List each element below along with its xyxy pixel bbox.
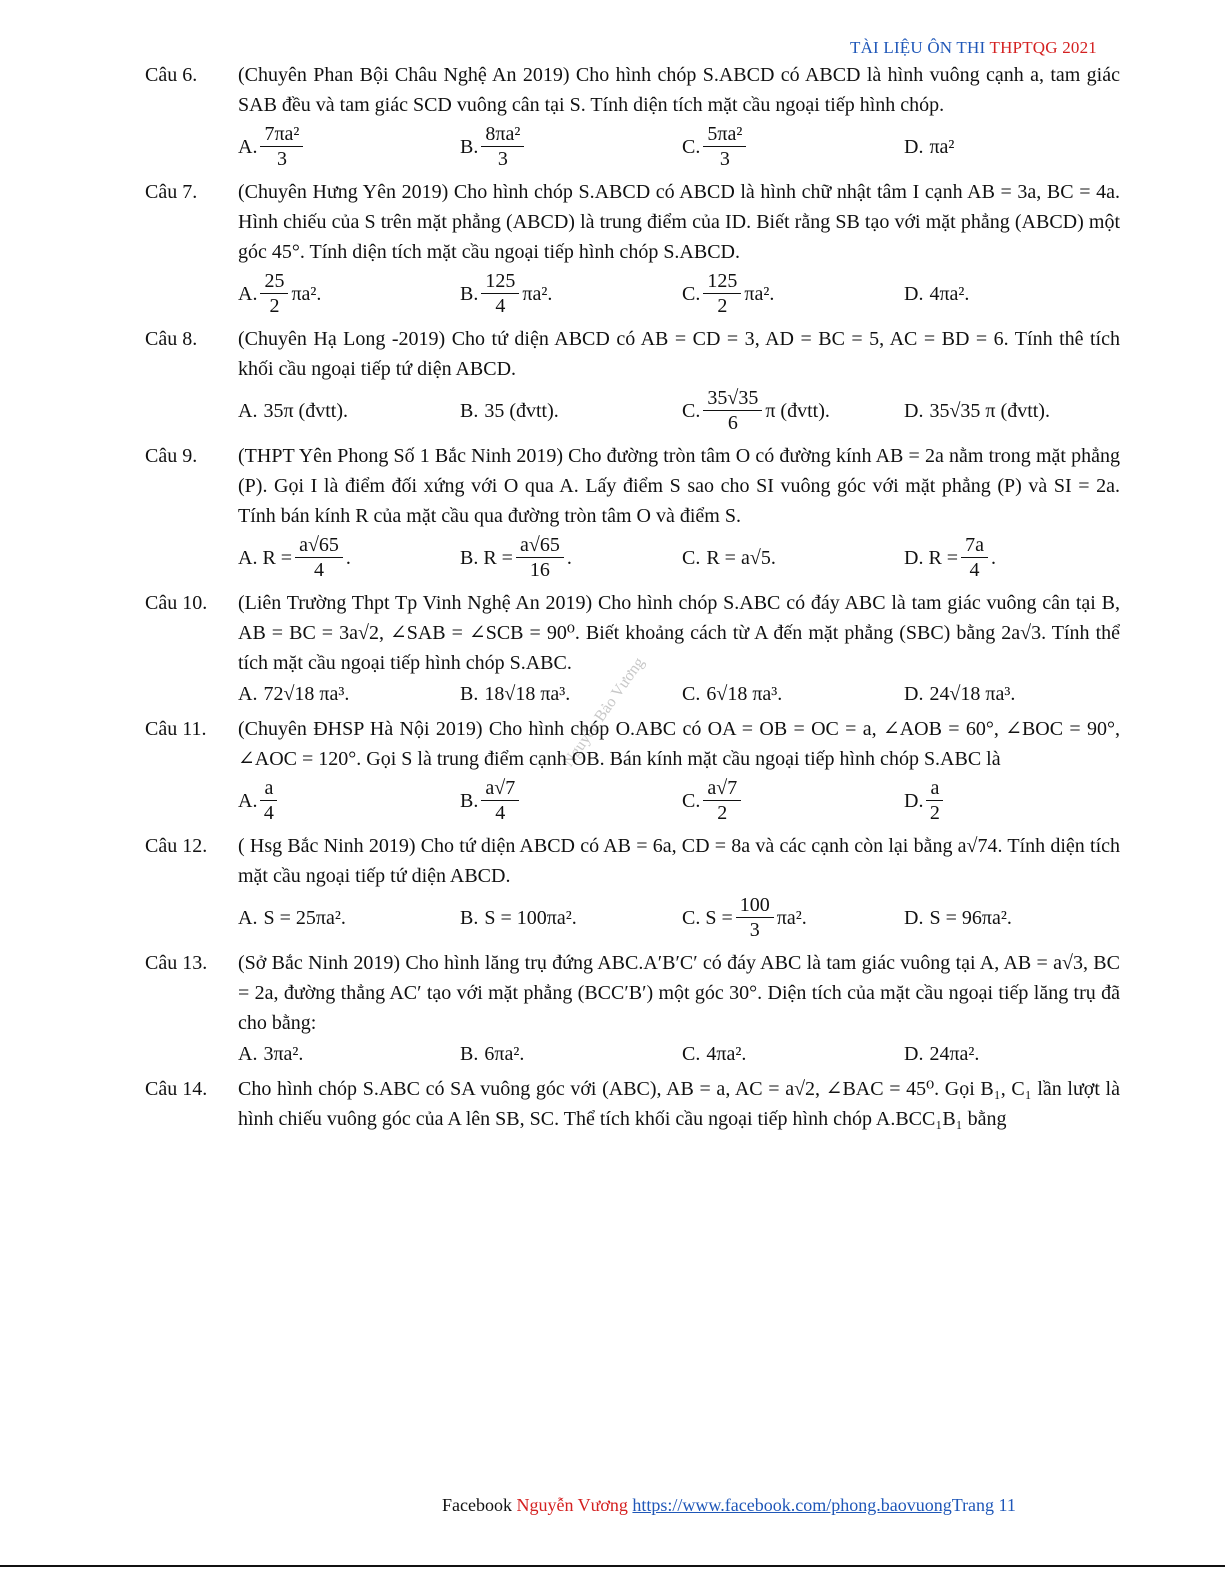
- answer-option[interactable]: [904, 1040, 979, 1068]
- option-value: 24πa².: [929, 1043, 980, 1065]
- option-value: 72√18 πa³.: [263, 683, 350, 705]
- option-label: B.: [460, 1043, 479, 1065]
- fraction-numerator: 100: [736, 893, 774, 918]
- question-text: (Chuyên Hưng Yên 2019) Cho hình chóp S.ABCD có ABCD là hình chữ nhật tâm I cạnh AB = 3a, BC = 4a. Hình chiếu của S trên mặt phẳng (ABCD) là trung điểm của ID. Biết rằng SB tạo với mặt phẳng (ABCD) một góc 45°. Tính diện tích mặt cầu ngoại tiếp hình chóp S.ABCD.: [238, 181, 1120, 263]
- footer-author: Nguyễn Vương: [516, 1495, 628, 1515]
- fraction-numerator: 7a: [961, 533, 988, 558]
- fraction-numerator: 7πa²: [260, 122, 303, 147]
- question: [145, 60, 1120, 171]
- answer-option[interactable]: [904, 776, 946, 825]
- fraction-numerator: 35√35: [703, 386, 762, 411]
- answer-option[interactable]: [238, 122, 460, 171]
- option-label: D.: [904, 906, 924, 929]
- question-text: ( Hsg Bắc Ninh 2019) Cho tứ diện ABCD có AB = 6a, CD = 8a và các cạnh còn lại bằng a√74. Tính diện tích mặt cầu ngoại tiếp tứ diện ABCD.: [238, 835, 1120, 887]
- option-label: B. R =: [460, 546, 513, 569]
- option-fraction: [260, 776, 277, 825]
- footer-link[interactable]: https://www.facebook.com/phong.baovuong: [632, 1495, 952, 1515]
- option-value: 35√35 π (đvtt).: [929, 399, 1050, 422]
- option-label: A.: [238, 906, 258, 929]
- answer-options: [238, 680, 1120, 708]
- option-value: S = 25πa².: [263, 906, 346, 929]
- answer-options: [238, 893, 1120, 942]
- option-value: 6πa².: [484, 1043, 525, 1065]
- option-label: B.: [460, 399, 479, 422]
- option-label: C.: [682, 789, 701, 812]
- option-fraction: [516, 533, 564, 582]
- answer-option[interactable]: [460, 776, 682, 825]
- option-value: 4πa².: [706, 1043, 747, 1065]
- answer-option[interactable]: [682, 122, 904, 171]
- option-label: D.: [904, 135, 924, 158]
- answer-option[interactable]: [238, 680, 460, 708]
- fraction-denominator: 16: [529, 559, 550, 581]
- fraction-numerator: a√7: [703, 776, 741, 801]
- fraction-denominator: 6: [727, 412, 738, 434]
- option-fraction: [260, 122, 303, 171]
- question-text: (THPT Yên Phong Số 1 Bắc Ninh 2019) Cho đường tròn tâm O có đường kính AB = 2a nằm trong mặt phẳng (P). Gọi I là điểm đối xứng với O qua A. Lấy điểm S sao cho SI vuông góc với mặt phẳng (P) và SI = 2a. Tính bán kính R của mặt cầu qua đường tròn tâm O và điểm S.: [238, 445, 1120, 527]
- answer-options: [238, 1040, 1120, 1068]
- option-label: A.: [238, 1043, 258, 1065]
- question-text: (Chuyên Phan Bội Châu Nghệ An 2019) Cho hình chóp S.ABCD có ABCD là hình vuông cạnh a, tam giác SAB đều và tam giác SCD vuông cân tại S. Tính diện tích mặt cầu ngoại tiếp hình chóp.: [238, 64, 1120, 116]
- answer-option[interactable]: [460, 533, 682, 582]
- question-number: Câu 8.: [145, 328, 198, 350]
- fraction-numerator: 125: [703, 269, 741, 294]
- option-label: B.: [460, 906, 479, 929]
- option-label: A.: [238, 683, 258, 705]
- question: [145, 588, 1120, 708]
- fraction-numerator: a√7: [481, 776, 519, 801]
- question-number: Câu 10.: [145, 592, 208, 614]
- fraction-denominator: 4: [263, 802, 274, 824]
- option-value: 4πa².: [929, 282, 970, 305]
- fraction-numerator: a: [926, 776, 943, 801]
- option-fraction: [703, 386, 762, 435]
- option-label: A.: [238, 399, 258, 422]
- answer-option[interactable]: [460, 893, 682, 942]
- option-value: 3πa².: [263, 1043, 304, 1065]
- option-label: D. R =: [904, 546, 959, 569]
- option-label: D.: [904, 683, 924, 705]
- option-label: C.: [682, 683, 701, 705]
- answer-option[interactable]: [238, 893, 460, 942]
- answer-option[interactable]: [460, 680, 682, 708]
- option-fraction: [260, 269, 288, 318]
- option-fraction: [481, 122, 524, 171]
- answer-options: [238, 386, 1120, 435]
- option-label: D.: [904, 789, 924, 812]
- answer-options: [238, 533, 1120, 582]
- question-number: Câu 11.: [145, 718, 207, 740]
- fraction-numerator: a√65: [295, 533, 343, 558]
- answer-options: [238, 269, 1120, 318]
- fraction-numerator: a√65: [516, 533, 564, 558]
- fraction-denominator: 4: [969, 559, 980, 581]
- answer-option[interactable]: [238, 533, 460, 582]
- question: [145, 831, 1120, 942]
- option-label: A.: [238, 135, 258, 158]
- question: [145, 324, 1120, 435]
- answer-options: [238, 122, 1120, 171]
- option-label: C.: [682, 135, 701, 158]
- question-number: Câu 6.: [145, 64, 198, 86]
- option-value: πa²: [929, 135, 955, 158]
- fraction-denominator: 3: [749, 919, 760, 941]
- option-label: C.: [682, 399, 701, 422]
- header-title: TÀI LIỆU ÔN THI: [849, 38, 990, 57]
- option-label: A.: [238, 789, 258, 812]
- option-tail: .: [990, 546, 996, 569]
- question-number: Câu 12.: [145, 835, 208, 857]
- question: [145, 177, 1120, 318]
- question-number: Câu 9.: [145, 445, 198, 467]
- option-fraction: [736, 893, 774, 942]
- fraction-numerator: 25: [260, 269, 288, 294]
- answer-option[interactable]: [238, 269, 460, 318]
- answer-option[interactable]: [904, 533, 996, 582]
- answer-option[interactable]: [238, 1040, 460, 1068]
- question: [145, 714, 1120, 825]
- fraction-numerator: a: [260, 776, 277, 801]
- option-tail: .: [345, 546, 351, 569]
- answer-option[interactable]: [904, 122, 954, 171]
- option-value: 6√18 πa³.: [706, 683, 783, 705]
- fraction-numerator: 5πa²: [703, 122, 746, 147]
- answer-option[interactable]: [682, 386, 904, 435]
- option-tail: .: [566, 546, 572, 569]
- watermark: Nguyễn Bảo Vương: [560, 654, 648, 770]
- option-value: S = 100πa².: [484, 906, 577, 929]
- footer-prefix: Facebook: [442, 1495, 517, 1515]
- option-label: C.: [682, 546, 701, 569]
- question-text: (Chuyên ĐHSP Hà Nội 2019) Cho hình chóp O.ABC có OA = OB = OC = a, ∠AOB = 60°, ∠BOC = 90°, ∠AOC = 120°. Gọi S là trung điểm cạnh OB. Bán kính mặt cầu ngoại tiếp hình chóp S.ABC là: [238, 718, 1120, 770]
- answer-option[interactable]: [904, 893, 1012, 942]
- fraction-denominator: 2: [269, 295, 280, 317]
- page-number: Trang 11: [951, 1495, 1016, 1515]
- answer-option[interactable]: [682, 776, 904, 825]
- answer-option[interactable]: [904, 269, 969, 318]
- answer-option[interactable]: [682, 893, 904, 942]
- question: [145, 1074, 1120, 1134]
- option-value: 24√18 πa³.: [929, 683, 1016, 705]
- answer-option[interactable]: [904, 386, 1050, 435]
- fraction-denominator: 2: [717, 295, 728, 317]
- answer-option[interactable]: [460, 269, 682, 318]
- option-label: B.: [460, 789, 479, 812]
- fraction-denominator: 2: [717, 802, 728, 824]
- option-fraction: [481, 776, 519, 825]
- option-tail: π (đvtt).: [765, 399, 830, 422]
- option-label: B.: [460, 683, 479, 705]
- answer-option[interactable]: [904, 680, 1015, 708]
- option-value: R = a√5.: [706, 546, 776, 569]
- option-label: C. S =: [682, 906, 733, 929]
- question-list: [145, 60, 1120, 1138]
- question: [145, 441, 1120, 582]
- option-fraction: [703, 776, 741, 825]
- fraction-denominator: 3: [497, 148, 508, 170]
- option-value: 35π (đvtt).: [263, 399, 348, 422]
- option-tail: πa².: [744, 282, 775, 305]
- fraction-denominator: 4: [495, 295, 506, 317]
- option-label: C.: [682, 282, 701, 305]
- question: [145, 948, 1120, 1068]
- option-label: D.: [904, 282, 924, 305]
- answer-option[interactable]: [682, 1040, 904, 1068]
- option-tail: πa².: [522, 282, 553, 305]
- option-fraction: [961, 533, 988, 582]
- answer-option[interactable]: [460, 386, 682, 435]
- answer-option[interactable]: [238, 386, 460, 435]
- option-label: C.: [682, 1043, 701, 1065]
- question-number: Câu 13.: [145, 952, 208, 974]
- fraction-numerator: 8πa²: [481, 122, 524, 147]
- option-label: B.: [460, 135, 479, 158]
- fraction-denominator: 4: [313, 559, 324, 581]
- option-fraction: [481, 269, 519, 318]
- question-text: (Liên Trường Thpt Tp Vinh Nghệ An 2019) Cho hình chóp S.ABC có đáy ABC là tam giác vuông cân tại B, AB = BC = 3a√2, ∠SAB = ∠SCB = 90⁰. Biết khoảng cách từ A đến mặt phẳng (SBC) bằng 2a√3. Tính thể tích mặt cầu ngoại tiếp hình chóp S.ABC.: [238, 592, 1120, 674]
- fraction-denominator: 3: [719, 148, 730, 170]
- page-footer: [442, 1495, 1016, 1516]
- fraction-numerator: 125: [481, 269, 519, 294]
- question-number: Câu 7.: [145, 181, 198, 203]
- option-label: D.: [904, 1043, 924, 1065]
- answer-option[interactable]: [682, 269, 904, 318]
- answer-options: [238, 776, 1120, 825]
- option-label: A. R =: [238, 546, 293, 569]
- question-text: (Chuyên Hạ Long -2019) Cho tứ diện ABCD có AB = CD = 3, AD = BC = 5, AC = BD = 6. Tính thê tích khối cầu ngoại tiếp tứ diện ABCD.: [238, 328, 1120, 380]
- option-fraction: [926, 776, 943, 825]
- fraction-denominator: 2: [929, 802, 940, 824]
- option-value: 18√18 πa³.: [484, 683, 571, 705]
- option-label: A.: [238, 282, 258, 305]
- footer-rule: [0, 1565, 1225, 1567]
- answer-option[interactable]: [460, 1040, 682, 1068]
- option-tail: πa².: [776, 906, 807, 929]
- option-fraction: [703, 122, 746, 171]
- answer-option[interactable]: [682, 533, 904, 582]
- option-fraction: [703, 269, 741, 318]
- option-value: 35 (đvtt).: [484, 399, 559, 422]
- option-label: B.: [460, 282, 479, 305]
- option-label: D.: [904, 399, 924, 422]
- answer-option[interactable]: [682, 680, 904, 708]
- question-text: Cho hình chóp S.ABC có SA vuông góc với (ABC), AB = a, AC = a√2, ∠BAC = 45⁰. Gọi B₁, C₁ lần lượt là hình chiếu vuông góc của A lên SB, SC. Thể tích khối cầu ngoại tiếp hình chóp A.BCC₁B₁ bằng: [238, 1078, 1120, 1130]
- page-header: [850, 38, 1097, 58]
- header-exam: THPTQG 2021: [989, 38, 1097, 57]
- fraction-denominator: 3: [276, 148, 287, 170]
- option-tail: πa².: [291, 282, 322, 305]
- fraction-denominator: 4: [495, 802, 506, 824]
- question-number: Câu 14.: [145, 1078, 208, 1100]
- answer-option[interactable]: [460, 122, 682, 171]
- option-fraction: [295, 533, 343, 582]
- answer-option[interactable]: [238, 776, 460, 825]
- option-value: S = 96πa².: [929, 906, 1012, 929]
- question-text: (Sở Bắc Ninh 2019) Cho hình lăng trụ đứng ABC.A′B′C′ có đáy ABC là tam giác vuông tại A, AB = a√3, BC = 2a, đường thẳng AC′ tạo với mặt phẳng (BCC′B′) một góc 30°. Diện tích của mặt cầu ngoại tiếp lăng trụ đã cho bằng:: [238, 952, 1120, 1034]
